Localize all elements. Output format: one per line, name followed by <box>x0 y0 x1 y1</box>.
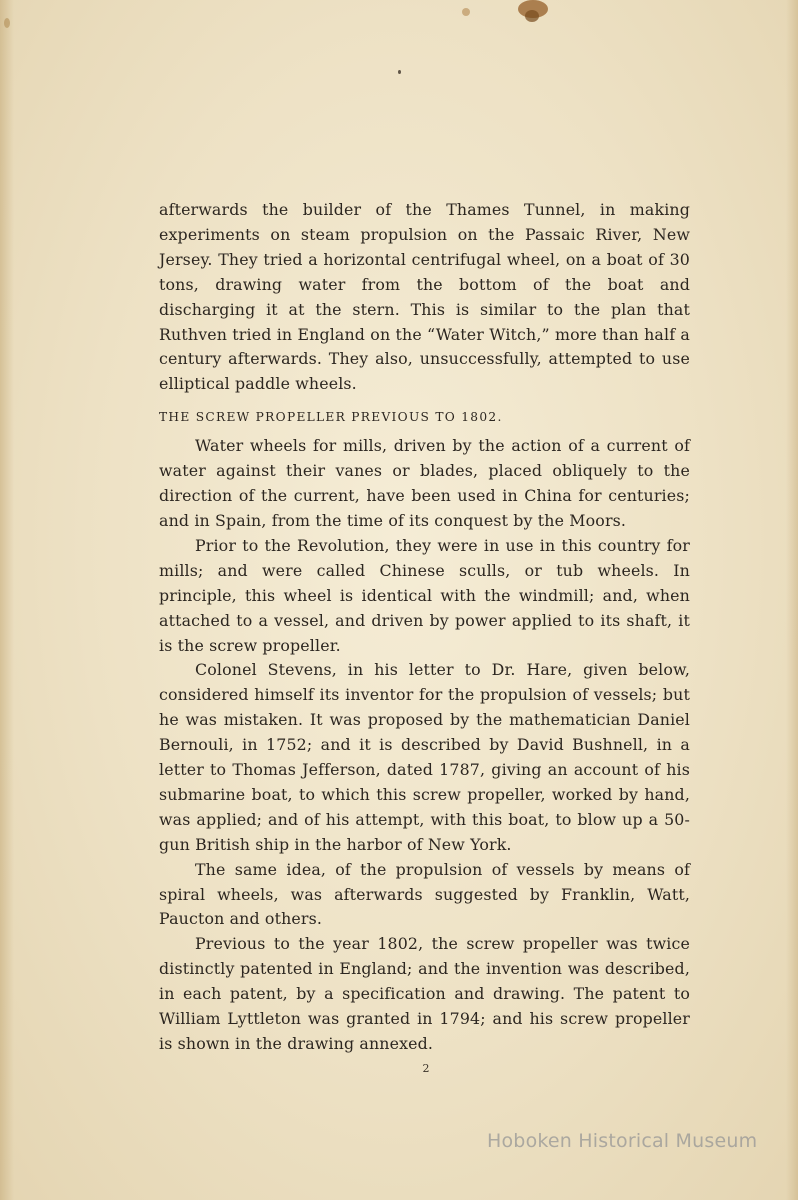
page-edge-shadow-left <box>0 0 14 1200</box>
age-stain <box>525 10 539 22</box>
ink-speck <box>398 70 401 74</box>
paragraph-colonel-stevens: Colonel Stevens, in his letter to Dr. Hare, given below, considered himself its inventor for the propulsion of vessels; but he was mistaken. It was proposed by the mathematician Daniel Bernouli, in 1752; and it is described by David Bushnell, in a letter to Thomas Jefferson, dated 1787, giving an account of his submarine boat, to which this screw propeller, worked by hand, was applied; and of his attempt, with this boat, to blow up a 50-gun British ship in the harbor of New York. <box>159 660 690 854</box>
paragraph-spiral-wheels: The same idea, of the propulsion of vessels by means of spiral wheels, was afterwards suggested by Franklin, Watt, Paucton and others. <box>159 859 690 929</box>
paragraph-patents: Previous to the year 1802, the screw propeller was twice distinctly patented in England; and the invention was described, in each patent, by a specification and drawing. The patent to William Lyttleton was granted in 1794; and his screw propeller is shown in the drawing annexed. <box>159 934 690 1053</box>
paragraph-chinese-sculls: Prior to the Revolution, they were in use in this country for mills; and were called Chinese sculls, or tub wheels. In principle, this wheel is identical with the windmill; and, when attached to a vessel, and driven by power applied to its shaft, it is the screw propeller. <box>159 535 690 655</box>
page-number: 2 <box>422 1062 430 1075</box>
section-heading: THE SCREW PROPELLER PREVIOUS TO 1802. <box>159 410 503 425</box>
age-stain <box>462 8 470 16</box>
body-text <box>159 198 690 1057</box>
paragraph-continuation: afterwards the builder of the Thames Tunnel, in making experiments on steam propulsion on the Passaic River, New Jersey. They tried a horizontal centrifugal wheel, on a boat of 30 tons, drawing water from the bottom of the boat and discharging it at the stern. This is similar to the plan that Ruthven tried in England on the “Water Witch,” more than half a century afterwards. They also, unsuccessfully, attempted to use elliptical paddle wheels. <box>159 200 690 394</box>
age-stain <box>4 18 10 28</box>
page-edge-shadow-right <box>786 0 798 1200</box>
paragraph-water-wheels: Water wheels for mills, driven by the action of a current of water against their vanes or blades, placed obliquely to the direction of the current, have been used in China for centuries; and in Spain, from the time of its conquest by the Moors. <box>159 436 690 530</box>
museum-watermark: Hoboken Historical Museum <box>487 1130 758 1152</box>
